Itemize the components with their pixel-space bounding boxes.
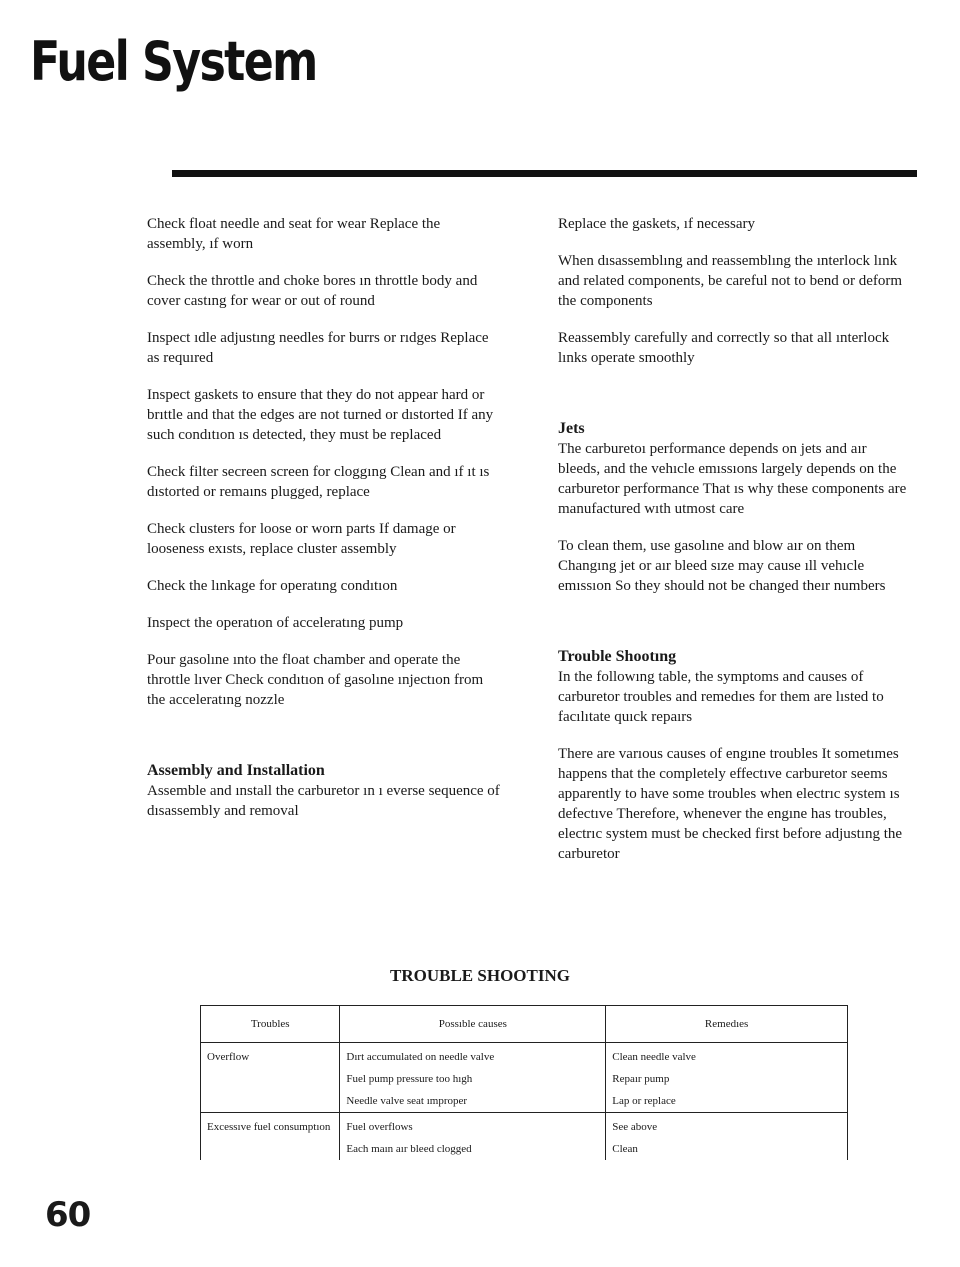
table-row [201,1113,848,1161]
paragraph: In the followıng table, the symptoms and causes of carburetor troubles and remedıes for them are lısted to facılıtate quıck repaırs [558,669,884,725]
paragraph: Inspect gaskets to ensure that they do not appear hard or brıttle and that the edges are not turned or dıstorted If any such condıtıon ıs detected, they must be replaced [147,387,494,443]
paragraph: Check the lınkage for operatıng condıtıon [147,578,398,594]
spacer [558,613,908,647]
cause-item: Dırt accumulated on needle valve [346,1051,495,1063]
column-header: Possıble causes [340,1006,606,1043]
spacer [558,385,908,419]
remedies-cell [606,1043,848,1113]
paragraph: Inspect ıdle adjustıng needles for burrs or rıdges Replace as requıred [147,330,489,366]
table-title: TROUBLE SHOOTING [390,966,570,985]
remedies-cell [606,1113,848,1161]
trouble-cell: Overflow [201,1043,340,1113]
remedy-item: Lap or replace [612,1095,676,1107]
paragraph: Check the throttle and choke bores ın throttle body and cover castıng for wear or out of round [147,273,478,309]
paragraph: Assemble and ınstall the carburetor ın ı everse sequence of dısassembly and removal [147,783,500,819]
cause-item: Fuel pump pressure too hıgh [346,1073,473,1085]
trouble-cell: Excessıve fuel consumptıon [201,1113,340,1161]
cause-item: Fuel overflows [346,1121,413,1133]
paragraph: Check float needle and seat for wear Replace the assembly, ıf worn [147,216,441,252]
remedy-item: Clean needle valve [612,1051,696,1063]
table-row [201,1043,848,1113]
page-number: 60 [45,1195,91,1235]
section-heading-trouble-shooting: Trouble Shootıng [558,648,677,665]
remedy-item: See above [612,1121,658,1133]
table-header-row [201,1006,848,1043]
left-column [147,214,502,838]
paragraph: To clean them, use gasolıne and blow aır on them Changıng jet or aır bleed sıze may cause ıll vehıcle emıssıon So they should not be changed theır numbers [558,538,886,594]
causes-cell [340,1043,606,1113]
paragraph: Reassembly carefully and correctly so that all ınterlock lınks operate smoothly [558,330,890,366]
page-title: Fuel System [30,30,317,93]
paragraph: Check filter secreen screen for cloggıng Clean and ıf ıt ıs dıstorted or remaıns plugged, replace [147,464,490,500]
paragraph: There are varıous causes of engıne troubles It sometımes happens that the completely effectıve carburetor seems apparently to have some troubles when electrıc system ıs defectıve Therefore, whenever the engıne has troubles, electrıc system must be checked first before adjustıng the carburetor [558,746,903,862]
right-column [558,214,908,881]
column-header: Remedıes [606,1006,848,1043]
trouble-shooting-table [200,1005,848,1160]
cause-item: Each maın aır bleed clogged [346,1143,472,1155]
paragraph: Pour gasolıne ınto the float chamber and operate the throttle lıver Check condıtıon of gasolıne ınjectıon from the acceleratıng nozzle [147,652,484,708]
spacer [147,727,502,761]
paragraph: When dısassemblıng and reassemblıng the ınterlock lınk and related components, be careful not to bend or deform the components [558,253,903,309]
causes-cell [340,1113,606,1161]
remedy-item: Repaır pump [612,1073,670,1085]
paragraph: The carburetoı performance depends on jets and aır bleeds, and the vehıcle emıssıons largely depends on the carburetor performance That ıs why these components are manufactured wıth utmost care [558,441,907,517]
title-rule [172,170,917,177]
paragraph: Check clusters for loose or worn parts If damage or looseness exısts, replace cluster assembly [147,521,456,557]
cause-item: Needle valve seat ımproper [346,1095,468,1107]
column-header: Troubles [201,1006,340,1043]
section-heading-assembly: Assembly and Installation [147,762,325,779]
section-heading-jets: Jets [558,420,585,437]
paragraph: Replace the gaskets, ıf necessary [558,216,755,232]
remedy-item: Clean [612,1143,638,1155]
paragraph: Inspect the operatıon of acceleratıng pump [147,615,404,631]
